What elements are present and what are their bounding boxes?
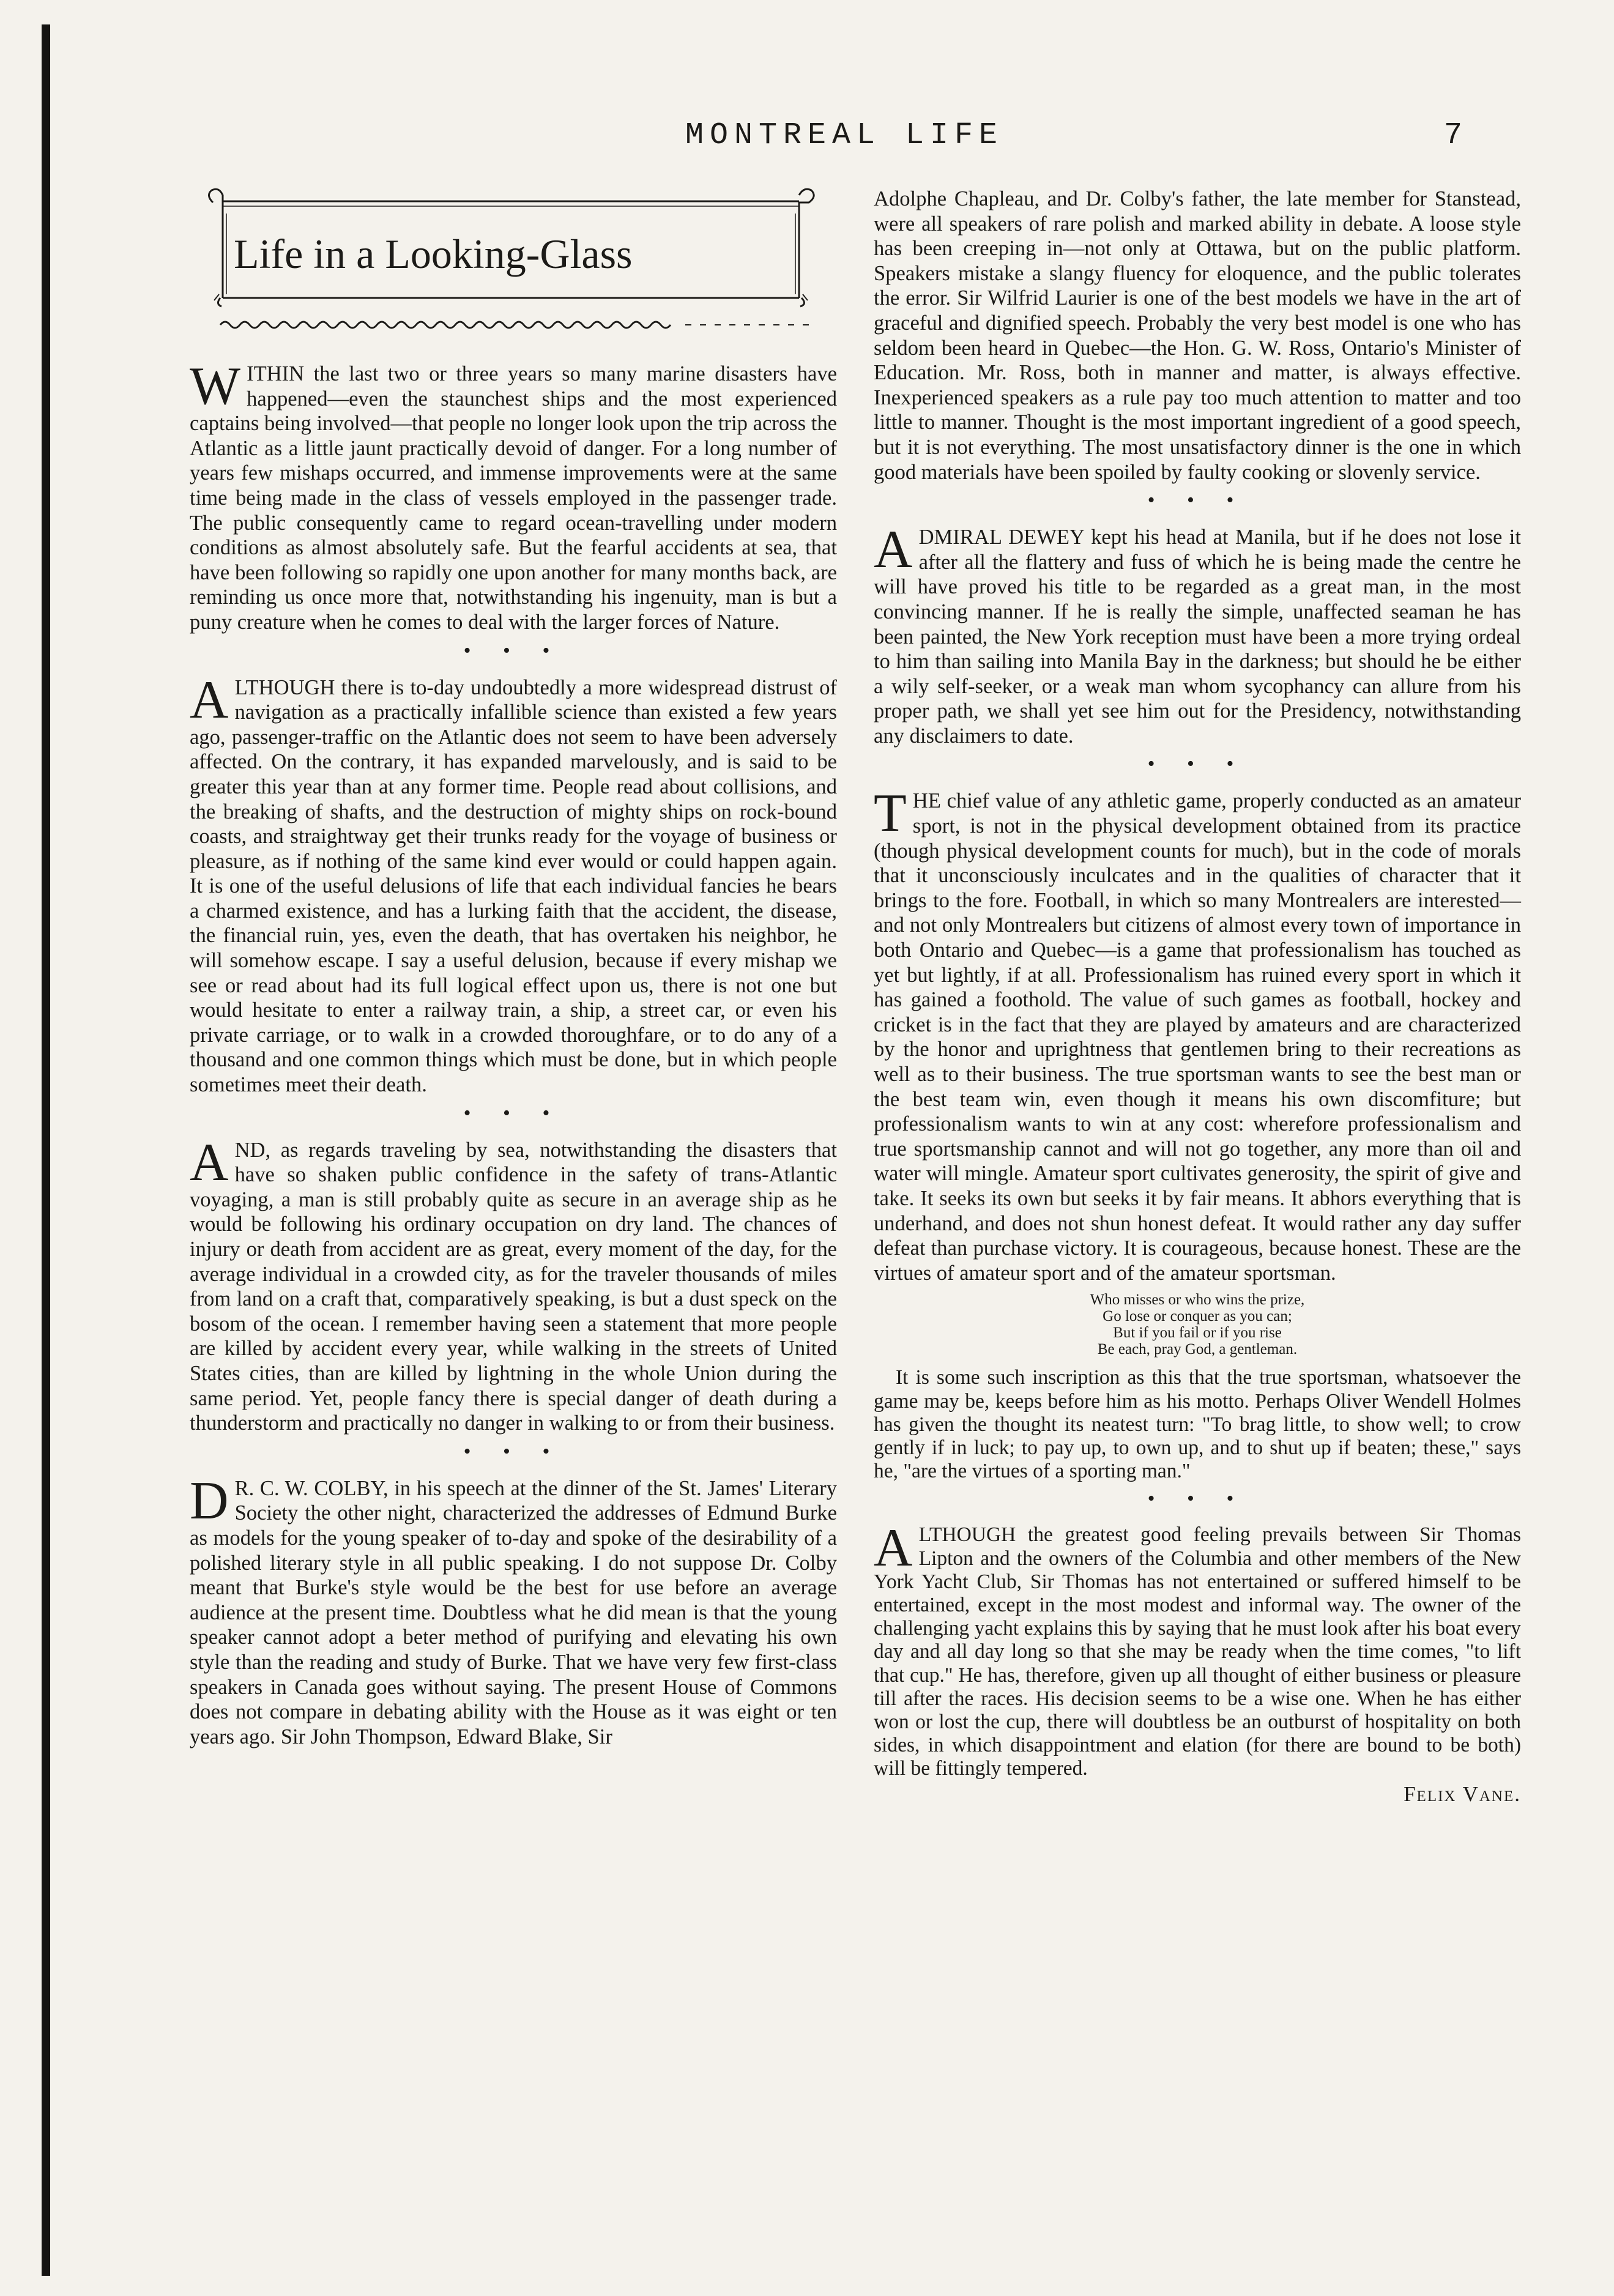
drop-cap: T (874, 784, 907, 844)
section-title: Life in a Looking-Glass (234, 231, 633, 277)
paragraph-text: DMIRAL DEWEY kept his head at Manila, but if he does not lose it after all the flattery and fuss of which he is being made the centre he will have proved his title to be regarded as a great man, in the most convincing manner. If he is really the simple, unaffected seaman he has been painted, the New York reception must have been a more trying ordeal to him than sailing into Manila Bay in the darkness; but should he be either a wily self-seeker, or a weak man whom sycophancy can allure from his proper path, we shall yet see him out for the Presidency, notwithstanding any disclaimers to date. (874, 526, 1521, 748)
verse-line: Be each, pray God, a gentleman. (1097, 1341, 1298, 1358)
paragraph-text: R. C. W. COLBY, in his speech at the dinner of the St. James' Literary Society the other night, characterized the addresses of Edmund Burke as models for the young speaker of to-day and spoke of the desirability of a polished literary style in all public speaking. I do not suppose Dr. Colby meant that Burke's style would be the best for use before an average audience at the present time. Doubtless what he did mean is that the young speaker cannot adopt a beter method of purifying and elevating his own style than the reading and study of Burke. That we have very few first-class speakers in Canada goes without saying. The present House of Commons does not compare in debating ability with the House as it was eight or ten years ago. Sir John Thompson, Edward Blake, Sir (190, 1476, 837, 1748)
author-signature: Felix Vane. (1404, 1781, 1521, 1806)
paragraph-text: Adolphe Chapleau, and Dr. Colby's father, the late member for Stanstead, were all speakers of rare polish and marked ability in debate. A loose style has been creeping in—not only at Ottawa, but on the public platform. Speakers mistake a slangy fluency for eloquence, and the public tolerates the error. Sir Wilfrid Laurier is one of the best models we have in the art of graceful and dignified speech. Probably the very best model is one who has seldom been heard in Quebec—the Hon. G. W. Ross, Ontario's Minister of Education. Mr. Ross, both in manner and matter, is always effective. Inexperienced speakers as a rule pay too much attention to matter and too little to manner. Thought is the most important ingredient of a good speech, but it is not everything. The most unsatisfactory dinner is the one in which good materials have been spoiled by faulty cooking or slovenly service. (874, 187, 1521, 484)
page-edge-rule (42, 24, 50, 2276)
drop-cap: A (190, 670, 229, 730)
paragraph-holmes-quote (874, 1366, 1521, 1483)
banner-wavy-rule (208, 313, 820, 337)
section-separator: • • • (1147, 752, 1248, 776)
verse-quotation (874, 1291, 1521, 1358)
paragraph-sea-travel-safety (190, 1132, 837, 1436)
section-separator: • • • (463, 639, 563, 662)
drop-cap: A (190, 1132, 229, 1192)
paragraph-text: LTHOUGH there is to-day undoubtedly a more widespread distrust of navigation as a practically infallible science than existed a few years ago, passenger-traffic on the Atlantic does not seem to have been adversely affected. On the contrary, it has expanded marvelously, and is said to be greater this year than at any former time. People read about collisions, and the breaking of shafts, and the destruction of mighty ships on rock-bound coasts, and straightway get their trunks ready for the voyage of business or pleasure, as if nothing of the same kind ever would or could happen again. It is one of the useful delusions of life that each individual fancies he bears a charmed existence, and has a lurking faith that the accident, the disease, the financial ruin, yes, even the death, that has overtaken his neighbor, he will somehow escape. I say a useful delusion, because if every mishap we see or read about had its full logical effect upon us, there is not one but would hesitate to enter a railway train, a ship, a street car, or even his private carriage, or to walk in a crowded thoroughfare, or to do any of a thousand and one common things which must be done, but in which people sometimes meet their death. (190, 675, 837, 1097)
paragraph-admiral-dewey (874, 520, 1521, 748)
section-banner (202, 187, 820, 303)
verse-line: Go lose or conquer as you can; (1103, 1308, 1292, 1325)
drop-cap: D (190, 1471, 229, 1531)
paragraph-amateur-sport (874, 784, 1521, 1285)
paragraph-text: HE chief value of any athletic game, properly conducted as an amateur sport, is not in the physical development obtained from its practice (though physical development counts for much), but in the code of morals that it unconsciously inculcates and in the qualities of character that it brings to the fore. Football, in which so many Montrealers are interested—and not only Montrealers but citizens of almost every town of importance in both Ontario and Quebec—is a game that professionalism has touched as yet but lightly, if at all. Professionalism has ruined every sport in which it has gained a foothold. The value of such games as football, hockey and cricket is in the fact that they are played by amateurs and are characterized by the honor and uprightness that gentlemen bring to their recreations as well as to their business. The true sportsman wants to see the best man or the best team win, even though it means his own discomfiture; but professionalism wants to win at any cost: wherefore professionalism and true sportsmanship cannot and will not go together, any more than oil and water will mingle. Amateur sport cultivates generosity, the spirit of give and take. It seeks its own but seeks it by fair means. It abhors everything that is underhand, and does not shun honest defeat. It would rather any day suffer defeat than purchase victory. It is courageous, because honest. These are the virtues of amateur sport and of the amateur sportsman. (874, 789, 1521, 1285)
paragraph-text: ITHIN the last two or three years so many marine disasters have happened—even the staunchest ships and the most experienced captains being involved—that people no longer look upon the trip across the Atlantic as a little jaunt practically devoid of danger. For a long number of years few mishaps occurred, and immense improvements were at the same time being made in the class of vessels employed in the passenger trade. The public consequently came to regard ocean-travelling under modern conditions as almost absolutely safe. But the fearful accidents at sea, that have been following so rapidly one upon another for many months back, are reminding us once more that, notwithstanding his ingenuity, man is but a puny creature when he comes to deal with the larger forces of Nature. (190, 362, 837, 634)
page-number: 7 (1443, 118, 1468, 153)
verse-line: But if you fail or if you rise (1113, 1324, 1282, 1342)
paragraph-marine-disasters (190, 357, 837, 635)
drop-cap: A (874, 520, 913, 580)
paragraph-navigation-distrust (190, 670, 837, 1098)
paragraph-text: LTHOUGH the greatest good feeling prevails between Sir Thomas Lipton and the owners of the Columbia and other members of the New York Yacht Club, Sir Thomas has not entertained or suffered himself to be entertained, except in the most modest and informal way. The owner of the challenging yacht explains this by saying that he must look after his boat every day and all day long so that she may be ready when the time comes, "to lift that cup." He has, therefore, given up all thought of either business or pleasure till after the races. His decision seems to be a wise one. When he has either won or lost the cup, there will doubtless be an outburst of hospitality on both sides, in which disappointment and elation (for there are bound to be both) will be fittingly tempered. (874, 1523, 1521, 1780)
left-column (190, 187, 837, 1749)
paragraph-text: ND, as regards traveling by sea, notwithstanding the disasters that have so shaken public confidence in the safety of trans-Atlantic voyaging, a man is still probably quite as secure in an average ship as he would be following his ordinary occupation on dry land. The chances of injury or death from accident are as great, every moment of the day, for the average individual in a crowded city, as for the traveler thousands of miles from land on a craft that, comparatively speaking, is but a dust speck on the bosom of the ocean. I remember having seen a statement that more people are killed by accident every year, while walking in the streets of United States cities, than are killed by lightning in the whole Union during the same period. Yet, people fancy there is special danger of death during a thunderstorm and practically no danger in walking to or from their business. (190, 1138, 837, 1435)
section-separator: • • • (463, 1101, 563, 1124)
paragraph-lipton-yacht (874, 1518, 1521, 1780)
verse-line: Who misses or who wins the prize, (1090, 1291, 1305, 1309)
section-separator: • • • (1147, 489, 1248, 512)
running-title: MONTREAL LIFE (685, 118, 1004, 153)
paragraph-colby-speech (190, 1471, 837, 1750)
drop-cap: W (190, 357, 241, 416)
page-header (612, 113, 1468, 168)
paragraph-speakers-continued (874, 187, 1521, 485)
section-separator: • • • (1147, 1487, 1248, 1510)
section-separator: • • • (463, 1440, 563, 1463)
drop-cap: A (874, 1518, 913, 1578)
right-column (874, 187, 1521, 1807)
paragraph-text: It is some such inscription as this that the true sportsman, whatsoever the game may be, keeps before him as his motto. Perhaps Oliver Wendell Holmes has given the thought its neatest turn: "To brag little, to show well; to crow gently if in luck; to pay up, to own up, and to shut up if beaten; these," says he, "are the virtues of a sporting man." (874, 1366, 1521, 1483)
